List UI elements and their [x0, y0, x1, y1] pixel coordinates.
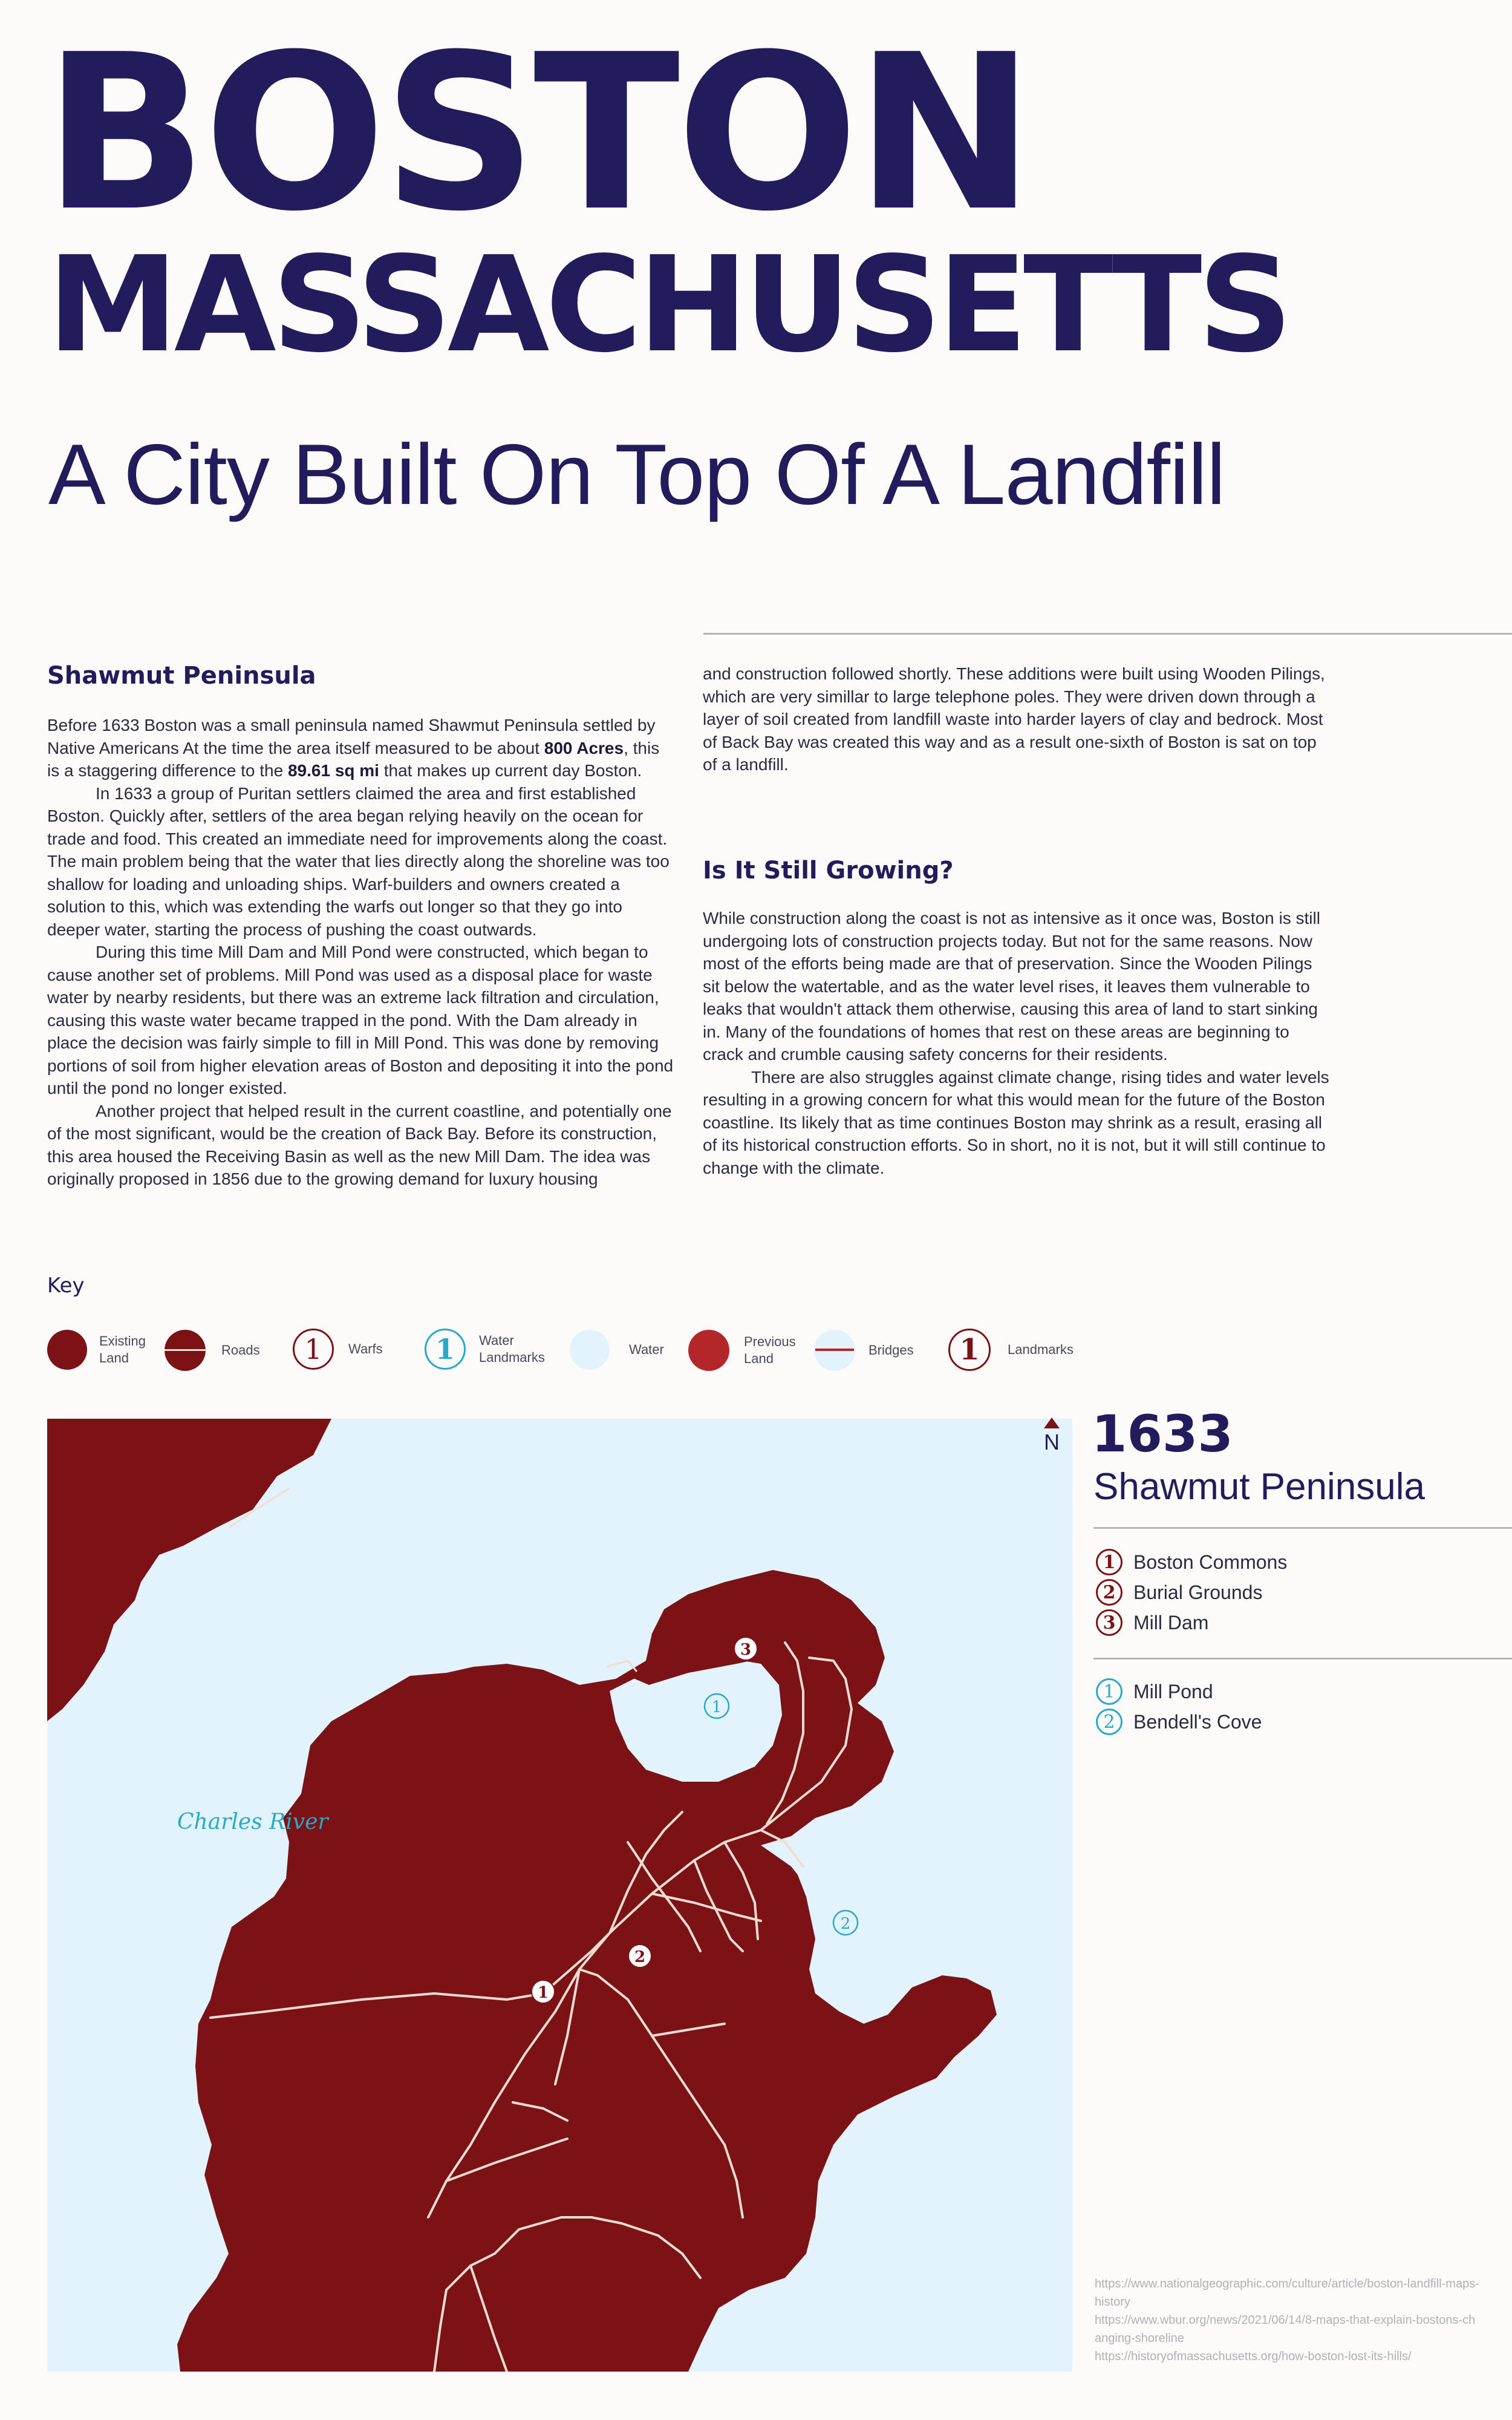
article-paragraph-6: While construction along the coast is not as intensive as it once was, Boston is still undergoing lots of construction projects today. But not for the same reasons. Now most of the efforts being made are that of preservation. Since the Wooden Pilings sit below the watertable, and as the water level rises, it leaves them vulnerable to leaks that wouldn't attack them otherwise, causing this area of land to start sinking in. Many of the foundations of homes that rest on these areas are beginning to crack and crumble causing safety concerns for their residents. [703, 909, 1320, 1064]
marker-number: 3 [740, 1641, 752, 1659]
legend-row [1096, 1607, 1287, 1638]
legend-row [1096, 1676, 1262, 1707]
article-paragraph-3: During this time Mill Dam and Mill Pond were constructed, which began to cause another set of problems. Mill Pond was used as a disposal place for waste water by nearby residents, but there was an extreme lack filtration and circulation, causing this waste water became trapped in the pond. With the Dam already in place the decision was fairly simple to fill in Mill Pond. This was done by removing portions of soil from higher elevation areas of Boston and depositing it into the pond until the pond no longer existed. [47, 943, 674, 1097]
marker-number: 2 [634, 1948, 646, 1966]
key-water [570, 1330, 664, 1370]
marker-number: 2 [840, 1915, 851, 1933]
map-year: 1633 [1092, 1404, 1233, 1463]
north-label: N [1044, 1430, 1060, 1454]
article-right-column-top [703, 662, 1332, 776]
source-link[interactable]: https://www.nationalgeographic.com/culture/article/boston-landfill-maps-history [1095, 2277, 1479, 2309]
landmark-marker-2 [628, 1944, 651, 1967]
key-label: Land [744, 1351, 774, 1366]
legend-row [1096, 1707, 1262, 1737]
water-marker-2 [833, 1911, 858, 1935]
legend-landmarks [1096, 1547, 1287, 1638]
article-right-column-bottom [703, 856, 1332, 1179]
key-label: Landmarks [479, 1350, 545, 1365]
divider [1093, 1527, 1512, 1529]
highlight-sq-mi: 89.61 sq mi [287, 761, 379, 780]
key-title: Key [47, 1274, 85, 1298]
map-svg [47, 1419, 1072, 2372]
landmark-number-icon: 3 [1096, 1609, 1123, 1636]
highlight-800-acres: 800 Acres [544, 738, 624, 757]
land-swatch-icon [47, 1330, 87, 1370]
mainland-northwest [47, 1419, 331, 1721]
key-existing-land [47, 1330, 146, 1370]
key-roads [165, 1330, 260, 1371]
sources-list [1095, 2275, 1482, 2366]
article-paragraph-2: In 1633 a group of Puritan settlers claimed the area and first established Boston. Quickly after, settlers of the area began relying heavily on the ocean for trade and food. This created an immediate need for improvements along the coast. The main problem being that the water that lies directly along the shoreline was too shallow for loading and unloading ships. Warf-builders and owners created a solution to this, which was extending the warfs out longer so that they go into deeper water, starting the process of pushing the coast outwards. [47, 783, 670, 939]
legend-row [1096, 1577, 1287, 1607]
water-number-icon: 1 [1096, 1678, 1123, 1705]
key-label: Previous [744, 1334, 796, 1349]
legend-water-landmarks [1096, 1676, 1262, 1737]
key-label: Bridges [868, 1342, 914, 1358]
section-heading-shawmut: Shawmut Peninsula [47, 662, 316, 690]
key-label: Existing [99, 1333, 146, 1349]
key-bridges [814, 1330, 914, 1371]
north-arrow-icon [1041, 1418, 1062, 1466]
key-previous-land [688, 1330, 796, 1371]
divider [703, 633, 1512, 635]
marker-number: 1 [711, 1698, 722, 1716]
article-paragraph-1 [47, 714, 676, 782]
key-water-landmarks [425, 1329, 545, 1370]
key-label: Land [99, 1350, 129, 1365]
warf-marker-icon: 1 [293, 1329, 334, 1370]
article-paragraph-5: and construction followed shortly. These additions were built using Wooden Pilings, which are very simillar to large telephone poles. They were driven down through a layer of soil created from landfill waste into harder layers of clay and bedrock. Most of Back Bay was created this way and as a result one-sixth of Boston is sat on top of a landfill. [703, 664, 1325, 774]
page-title-massachusetts: MASSACHUSETTS [47, 229, 1289, 382]
key-label: Landmarks [1008, 1342, 1074, 1357]
landmark-marker-icon: 1 [948, 1329, 991, 1371]
legend-label: Bendell's Cove [1133, 1710, 1262, 1733]
landmark-marker-1 [532, 1980, 555, 2003]
text-span: that makes up current day Boston. [379, 761, 642, 780]
water-marker-1 [705, 1694, 729, 1718]
key-warfs [293, 1329, 383, 1370]
water-number-icon: 2 [1096, 1709, 1123, 1735]
previous-land-swatch-icon [688, 1330, 729, 1371]
legend-label: Boston Commons [1133, 1551, 1288, 1573]
map-1633 [47, 1419, 1072, 2372]
article-paragraph-7: There are also struggles against climate change, rising tides and water levels resulting in a growing concern for what this would mean for the future of the Boston coastline. Its likely that as time continues Boston may shrink as a result, erasing all of its historical construction efforts. So in short, no it is not, but it will still continue to change with the climate. [703, 1067, 1329, 1177]
water-swatch-icon [570, 1330, 610, 1370]
landmark-marker-3 [734, 1637, 757, 1660]
text-span: , this is a staggering difference to the [47, 738, 660, 780]
page-subtitle: A City Built On Top Of A Landfill [48, 427, 1225, 523]
bridges [229, 1488, 637, 1672]
legend-label: Burial Grounds [1133, 1581, 1263, 1603]
section-heading-growing: Is It Still Growing? [703, 857, 954, 885]
page-title-boston: BOSTON [44, 8, 1032, 258]
water-landmark-marker-icon: 1 [425, 1329, 466, 1370]
legend-label: Mill Dam [1133, 1611, 1209, 1634]
landmark-number-icon: 2 [1096, 1579, 1123, 1606]
article-paragraph-4: Another project that helped result in the current coastline, and potentially one of the most significant, would be the creation of Back Bay. Before its construction, this area housed the Receiving Basin as well as the new Mill Dam. The idea was originally proposed in 1856 due to the growing demand for luxury housing [47, 1101, 672, 1188]
key-label: Roads [221, 1342, 260, 1358]
key-label: Warfs [348, 1341, 383, 1356]
road-swatch-icon [165, 1330, 206, 1371]
article-left-column [47, 662, 676, 1191]
landmark-number-icon: 1 [1096, 1549, 1123, 1575]
bridge-swatch-icon [814, 1330, 855, 1371]
text-span: Before 1633 Boston was a small peninsula named Shawmut Peninsula settled by Native Americans At the time the area itself measured to be about [47, 716, 656, 757]
key-label: Water [629, 1342, 664, 1357]
charles-river-label: Charles River [177, 1810, 328, 1834]
source-link[interactable]: https://historyofmassachusetts.org/how-boston-lost-its-hills/ [1095, 2350, 1412, 2363]
divider [1093, 1658, 1512, 1660]
marker-number: 1 [537, 1984, 549, 2002]
source-link[interactable]: https://www.wbur.org/news/2021/06/14/8-maps-that-explain-bostons-changing-shoreline [1095, 2314, 1476, 2345]
key-landmarks [948, 1329, 1074, 1371]
legend-label: Mill Pond [1133, 1680, 1213, 1702]
key-label: Water [479, 1333, 514, 1348]
legend-row [1096, 1547, 1287, 1577]
map-era-name: Shawmut Peninsula [1093, 1466, 1425, 1508]
